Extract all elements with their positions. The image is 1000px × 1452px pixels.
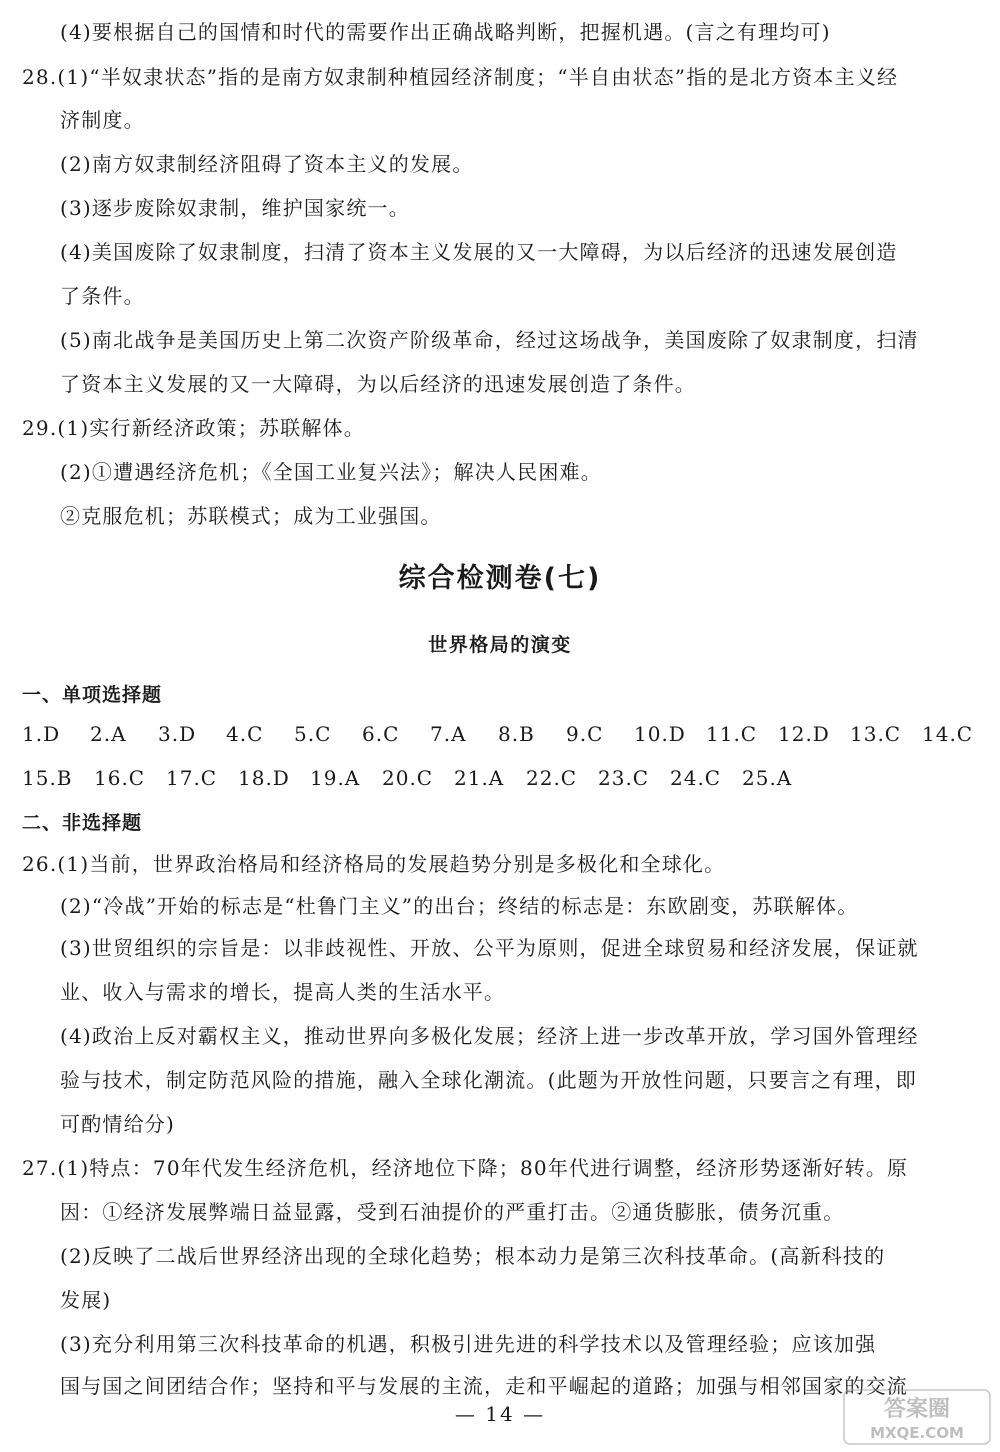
q27-part1-line1: 27.(1)特点：70年代发生经济危机，经济地位下降；80年代进行调整，经济形势逐渐好转。原 xyxy=(22,1156,909,1180)
answer-item: 15.B xyxy=(22,766,73,790)
answer-item: 11.C xyxy=(706,722,758,746)
answer-item: 20.C xyxy=(382,766,434,790)
answer-item: 10.D xyxy=(634,722,686,746)
q28-part1-line2: 济制度。 xyxy=(60,108,145,132)
q29-part1: 29.(1)实行新经济政策；苏联解体。 xyxy=(22,416,365,440)
answer-item: 22.C xyxy=(526,766,578,790)
watermark-bottom-text: MXQE.COM xyxy=(870,1424,964,1442)
q27-part1-line2: 因：①经济发展弊端日益显露，受到石油提价的严重打击。②通货膨胀，债务沉重。 xyxy=(60,1200,845,1224)
q28-part2: (2)南方奴隶制经济阻碍了资本主义的发展。 xyxy=(60,152,474,176)
q26-part4-line3: 可酌情给分) xyxy=(60,1112,176,1136)
answer-item: 19.A xyxy=(310,766,361,790)
q28-part3: (3)逐步废除奴隶制，维护国家统一。 xyxy=(60,196,410,220)
answer-item: 14.C xyxy=(922,722,974,746)
answer-item: 7.A xyxy=(430,722,467,746)
q26-part3-line1: (3)世贸组织的宗旨是：以非歧视性、开放、公平为原则，促进全球贸易和经济发展，保证就 xyxy=(60,936,919,960)
watermark-top-text: 答案圈 xyxy=(883,1397,951,1422)
q28-part5-line2: 了资本主义发展的又一大障碍，为以后经济的迅速发展创造了条件。 xyxy=(60,372,696,396)
site-watermark-logo xyxy=(842,1388,992,1446)
answers-row-2 xyxy=(22,766,814,790)
answer-item: 18.D xyxy=(238,766,290,790)
q28-part1-line1: 28.(1)“半奴隶状态”指的是南方奴隶制种植园经济制度；“半自由状态”指的是北方资本主义经 xyxy=(22,65,899,89)
q28-part5-line1: (5)南北战争是美国历史上第二次资产阶级革命，经过这场战争，美国废除了奴隶制度，扫清 xyxy=(60,328,919,352)
q26-part3-line2: 业、收入与需求的增长，提高人类的生活水平。 xyxy=(60,980,506,1004)
q26-part2: (2)“冷战”开始的标志是“杜鲁门主义”的出台；终结的标志是：东欧剧变，苏联解体。 xyxy=(60,894,859,918)
section-single-choice-title: 一、单项选择题 xyxy=(22,684,163,706)
test-subtitle: 世界格局的演变 xyxy=(428,634,572,656)
q26-part4-line2: 验与技术，制定防范风险的措施，融入全球化潮流。(此题为开放性问题，只要言之有理，即 xyxy=(60,1068,918,1092)
answer-item: 12.D xyxy=(778,722,830,746)
q26-part4-line1: (4)政治上反对霸权主义，推动世界向多极化发展；经济上进一步改革开放，学习国外管理经 xyxy=(60,1024,919,1048)
q27-part3-line1: (3)充分利用第三次科技革命的机遇，积极引进先进的科学技术以及管理经验；应该加强 xyxy=(60,1332,877,1356)
answer-item: 17.C xyxy=(166,766,218,790)
section-non-choice-title: 二、非选择题 xyxy=(22,812,143,834)
q26-part1: 26.(1)当前，世界政治格局和经济格局的发展趋势分别是多极化和全球化。 xyxy=(22,852,726,876)
q28-part4-line1: (4)美国废除了奴隶制度，扫清了资本主义发展的又一大障碍，为以后经济的迅速发展创造 xyxy=(60,240,898,264)
answer-item: 25.A xyxy=(742,766,793,790)
answer-item: 6.C xyxy=(362,722,400,746)
answer-item: 21.A xyxy=(454,766,505,790)
answer-item: 1.D xyxy=(22,722,61,746)
answer-item: 24.C xyxy=(670,766,722,790)
answer-item: 2.A xyxy=(90,722,127,746)
answer-item: 13.C xyxy=(850,722,902,746)
answers-row-1 xyxy=(22,722,994,746)
q27-part2-line2: 发展) xyxy=(60,1288,112,1312)
test-title: 综合检测卷(七) xyxy=(398,563,602,594)
q27-prev-part4: (4)要根据自己的国情和时代的需要作出正确战略判断，把握机遇。(言之有理均可) xyxy=(60,20,831,44)
page-number: — 14 — xyxy=(454,1402,546,1426)
answer-item: 5.C xyxy=(294,722,332,746)
q28-part4-line2: 了条件。 xyxy=(60,284,145,308)
q29-part2: (2)①遭遇经济危机；《全国工业复兴法》；解决人民困难。 xyxy=(60,460,602,484)
answer-item: 3.D xyxy=(158,722,197,746)
answer-item: 4.C xyxy=(226,722,264,746)
answer-item: 16.C xyxy=(94,766,146,790)
q27-part3-line2: 国与国之间团结合作；坚持和平与发展的主流，走和平崛起的道路；加强与相邻国家的交流 xyxy=(60,1374,908,1398)
q27-part2-line1: (2)反映了二战后世界经济出现的全球化趋势；根本动力是第三次科技革命。(高新科技的 xyxy=(60,1244,886,1268)
q29-part3: ②克服危机；苏联模式；成为工业强国。 xyxy=(60,504,442,528)
answer-item: 9.C xyxy=(566,722,604,746)
answer-item: 8.B xyxy=(498,722,535,746)
answer-item: 23.C xyxy=(598,766,650,790)
